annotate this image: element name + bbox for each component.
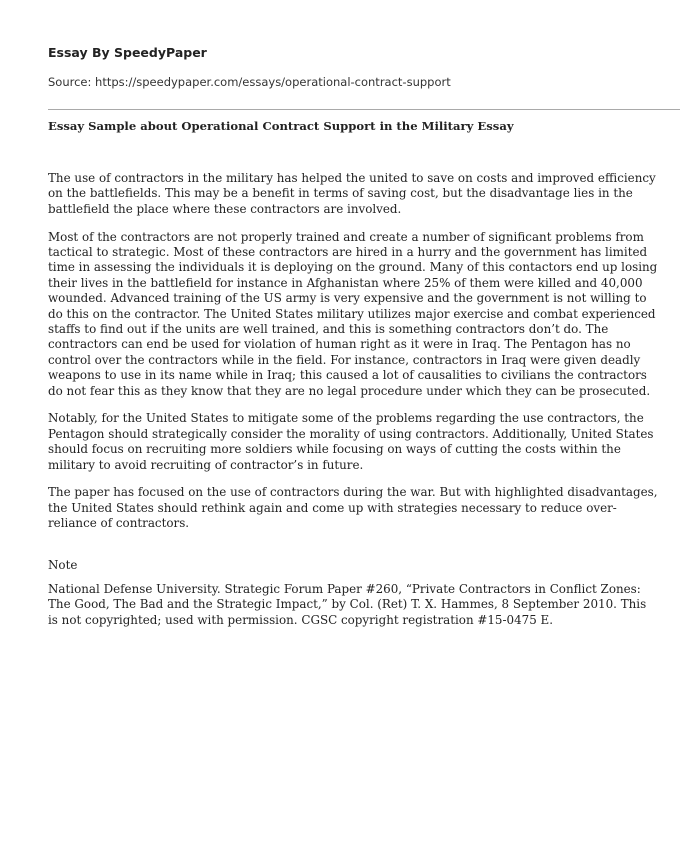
text-line: is not copyrighted; used with permission. CGSC copyright registration #15-0475 E. [48,612,554,627]
note-citation [48,582,684,641]
essay-title: Essay Sample about Operational Contract Support in the Military Essay [48,119,514,133]
paragraph [48,230,684,399]
text-line: reliance of contractors. [48,516,190,531]
essay-body [48,171,684,544]
text-line: contractors can end be used for violation of human right as it were in Iraq. The Pentagon has no [48,337,631,352]
text-line: weapons to use in its name while in Iraq; this caused a lot of causalities to civilians the contractors [48,368,647,383]
text-line: National Defense University. Strategic Forum Paper #260, “Private Contractors in Conflict Zones: [48,582,641,596]
text-line: the United States should rethink again and come up with strategies necessary to reduce over- [48,500,617,515]
text-line: do not fear this as they know that they are no legal procedure under which they can be prosecuted. [48,383,651,398]
text-line: control over the contractors while in the field. For instance, contractors in Iraq were given deadly [48,352,641,367]
text-line: time in assessing the individuals it is deploying on the ground. Many of this contactors end up losing [48,260,658,275]
header-divider [48,109,680,110]
text-line: The paper has focused on the use of contractors during the war. But with highlighted disadvantages, [48,485,658,500]
text-line: Most of the contractors are not properly trained and create a number of significant problems from [48,229,644,244]
text-line: battlefield the place where these contractors are involved. [48,201,402,216]
text-line: do this on the contractor. The United States military utilizes major exercise and combat experienced [48,306,656,321]
note-heading: Note [48,558,78,572]
text-line: The Good, The Bad and the Strategic Impact,” by Col. (Ret) T. X. Hammes, 8 September 2010. This [48,597,647,612]
paragraph [48,171,684,217]
text-line: military to avoid recruiting of contractor’s in future. [48,457,364,472]
text-line: wounded. Advanced training of the US army is very expensive and the government is not willing to [48,291,647,306]
text-line: Notably, for the United States to mitigate some of the problems regarding the use contractors, the [48,411,644,426]
text-line: The use of contractors in the military has helped the united to save on costs and improved efficiency [48,171,656,185]
paragraph [48,485,684,531]
document-header [48,44,658,90]
text-line: on the battlefields. This may be a benefit in terms of saving cost, but the disadvantage lies in the [48,186,633,201]
source-line: Source: https://speedypaper.com/essays/operational-contract-support [48,75,451,89]
text-line: Pentagon should strategically consider the morality of using contractors. Additionally, United States [48,426,654,441]
paragraph [48,582,684,628]
text-line: staffs to find out if the units are well trained, and this is something contractors don’t do. The [48,321,609,336]
essay-author-line: Essay By SpeedyPaper [48,45,207,60]
text-line: tactical to strategic. Most of these contractors are hired in a hurry and the government has limited [48,244,648,259]
text-line: their lives in the battlefield for instance in Afghanistan where 25% of them were killed and 40,000 [48,275,643,290]
text-line: should focus on recruiting more soldiers while focusing on ways of cutting the costs within the [48,442,621,457]
paragraph [48,411,684,473]
